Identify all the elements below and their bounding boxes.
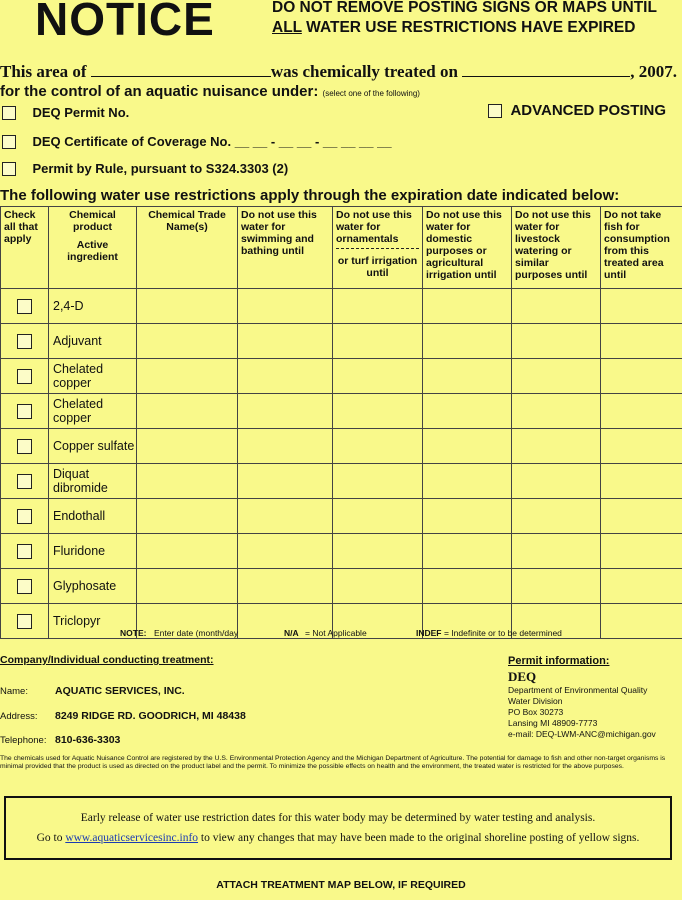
- date-cell[interactable]: [512, 499, 601, 534]
- option-advanced-posting: [488, 102, 666, 120]
- chemical-name: Chelated copper: [49, 394, 137, 429]
- date-cell[interactable]: [601, 324, 682, 359]
- deq-permit-label: DEQ Permit No.: [32, 105, 130, 120]
- col-check: Check all that apply: [1, 207, 49, 289]
- area-blank[interactable]: [91, 62, 271, 77]
- col-ornamentals: Do not use this water for ornamentals or turf irrigation until: [333, 207, 423, 289]
- warning-line-2: ALL WATER USE RESTRICTIONS HAVE EXPIRED: [272, 19, 636, 36]
- date-cell[interactable]: [423, 464, 512, 499]
- disclaimer: The chemicals used for Aquatic Nuisance Control are registered by the U.S. Environmental Protection Agency and the Michigan Department of Agriculture. The potential for damage to fish and other non-target organisms is minimal provided that the product is used as directed on the product label and the permit. To minimize the possible effects on health and the environment, the treated water is restricted for the above purposes.: [0, 755, 666, 770]
- row-checkbox[interactable]: [17, 299, 32, 314]
- attach-map-heading: ATTACH TREATMENT MAP BELOW, IF REQUIRED: [216, 879, 466, 891]
- treatment-sentence: This area of was chemically treated on , 2007.: [0, 62, 677, 81]
- date-cell[interactable]: [238, 534, 333, 569]
- permit-by-rule-checkbox[interactable]: [2, 162, 16, 176]
- permit-division: Water Division: [508, 696, 563, 706]
- date-cell[interactable]: [333, 394, 423, 429]
- company-heading: Company/Individual conducting treatment:: [0, 654, 214, 666]
- table-row: [1, 534, 682, 569]
- col-trade-name: Chemical Trade Name(s): [137, 207, 238, 289]
- date-blank[interactable]: [462, 62, 630, 77]
- warning-line-1: DO NOT REMOVE POSTING SIGNS OR MAPS UNTIL: [272, 0, 657, 16]
- date-cell[interactable]: [423, 324, 512, 359]
- row-checkbox[interactable]: [17, 334, 32, 349]
- advanced-posting-checkbox[interactable]: [488, 104, 502, 118]
- date-cell[interactable]: [333, 289, 423, 324]
- date-cell[interactable]: [137, 359, 238, 394]
- date-cell[interactable]: [601, 499, 682, 534]
- date-cell[interactable]: [512, 464, 601, 499]
- date-cell[interactable]: [423, 429, 512, 464]
- row-checkbox[interactable]: [17, 439, 32, 454]
- date-cell[interactable]: [137, 569, 238, 604]
- chemical-name: Fluridone: [49, 534, 137, 569]
- chemical-name: Copper sulfate: [49, 429, 137, 464]
- date-cell[interactable]: [238, 499, 333, 534]
- permit-po-box: PO Box 30273: [508, 707, 564, 717]
- address-label: Address:: [0, 711, 38, 722]
- company-phone: 810-636-3303: [55, 734, 121, 746]
- permit-email: e-mail: DEQ-LWM-ANC@michigan.gov: [508, 729, 656, 739]
- chemical-name: Adjuvant: [49, 324, 137, 359]
- date-cell[interactable]: [512, 429, 601, 464]
- deq-permit-checkbox[interactable]: [2, 106, 16, 120]
- date-cell[interactable]: [423, 394, 512, 429]
- table-row: [1, 464, 682, 499]
- table-row: [1, 289, 682, 324]
- deq-certificate-checkbox[interactable]: [2, 135, 16, 149]
- release-line-2: Go to www.aquaticservicesinc.info to view any changes that may have been made to the original shoreline posting of yellow signs.: [36, 832, 640, 844]
- restrictions-table: [0, 206, 682, 639]
- date-cell[interactable]: [601, 289, 682, 324]
- table-row: [1, 394, 682, 429]
- permit-info: [508, 655, 682, 740]
- col-livestock: Do not use this water for livestock watering or similar purposes until: [512, 207, 601, 289]
- removal-warning: [272, 0, 682, 38]
- notice-title: NOTICE: [35, 0, 215, 45]
- row-checkbox[interactable]: [17, 369, 32, 384]
- aquatic-services-link[interactable]: www.aquaticservicesinc.info: [65, 832, 199, 844]
- date-cell[interactable]: [601, 429, 682, 464]
- date-cell[interactable]: [137, 324, 238, 359]
- date-cell[interactable]: [238, 324, 333, 359]
- table-row: [1, 324, 682, 359]
- col-domestic: Do not use this water for domestic purposes or agricultural irrigation until: [423, 207, 512, 289]
- warning-all: ALL: [272, 19, 302, 36]
- chemical-name: Diquat dibromide: [49, 464, 137, 499]
- date-cell[interactable]: [601, 464, 682, 499]
- chemical-name: Triclopyr: [49, 604, 137, 639]
- date-cell[interactable]: [137, 464, 238, 499]
- date-cell[interactable]: [601, 569, 682, 604]
- table-row: [1, 499, 682, 534]
- option-deq-certificate: [2, 133, 392, 151]
- date-cell[interactable]: [512, 324, 601, 359]
- date-cell[interactable]: [423, 569, 512, 604]
- permit-by-rule-label: Permit by Rule, pursuant to S324.3303 (2): [32, 161, 289, 176]
- row-checkbox[interactable]: [17, 614, 32, 629]
- row-checkbox[interactable]: [17, 579, 32, 594]
- date-cell[interactable]: [238, 394, 333, 429]
- date-cell[interactable]: [423, 359, 512, 394]
- permit-city: Lansing MI 48909-7773: [508, 718, 598, 728]
- deq-certificate-label: DEQ Certificate of Coverage No. __ __ - __ __ - __ __ __ __: [32, 134, 392, 149]
- chemical-name: Glyphosate: [49, 569, 137, 604]
- control-line: for the control of an aquatic nuisance under: (select one of the following): [0, 83, 420, 100]
- date-cell[interactable]: [238, 359, 333, 394]
- date-cell[interactable]: [333, 499, 423, 534]
- advanced-posting-label: ADVANCED POSTING: [510, 102, 667, 119]
- date-cell[interactable]: [601, 534, 682, 569]
- option-deq-permit: [2, 104, 129, 122]
- name-label: Name:: [0, 686, 28, 697]
- row-checkbox[interactable]: [17, 404, 32, 419]
- col-fish: Do not take fish for consumption from this treated area until: [601, 207, 682, 289]
- date-cell[interactable]: [512, 394, 601, 429]
- date-cell[interactable]: [137, 394, 238, 429]
- date-cell[interactable]: [423, 499, 512, 534]
- early-release-box: [4, 796, 672, 860]
- deq-logo: DEQ: [508, 669, 537, 684]
- table-row: [1, 429, 682, 464]
- date-cell[interactable]: [238, 429, 333, 464]
- date-cell[interactable]: [238, 464, 333, 499]
- date-cell[interactable]: [601, 394, 682, 429]
- date-cell[interactable]: [137, 534, 238, 569]
- date-cell[interactable]: [137, 499, 238, 534]
- restrictions-heading: The following water use restrictions apply through the expiration date indicated below:: [0, 187, 620, 204]
- chemical-name: Chelated copper: [49, 359, 137, 394]
- date-cell[interactable]: [512, 569, 601, 604]
- date-cell[interactable]: [238, 569, 333, 604]
- chemical-name: 2,4-D: [49, 289, 137, 324]
- date-cell[interactable]: [423, 534, 512, 569]
- date-cell[interactable]: [137, 429, 238, 464]
- date-cell[interactable]: [333, 569, 423, 604]
- option-permit-by-rule: [2, 160, 288, 178]
- date-cell[interactable]: [601, 359, 682, 394]
- date-cell[interactable]: [512, 289, 601, 324]
- release-line-1: Early release of water use restriction dates for this water body may be determined by water testing and analysis.: [80, 812, 596, 824]
- row-checkbox[interactable]: [17, 544, 32, 559]
- date-cell[interactable]: [333, 324, 423, 359]
- table-row: [1, 359, 682, 394]
- row-checkbox[interactable]: [17, 474, 32, 489]
- date-cell[interactable]: [137, 289, 238, 324]
- table-row: [1, 569, 682, 604]
- chemical-name: Endothall: [49, 499, 137, 534]
- company-address: 8249 RIDGE RD. GOODRICH, MI 48438: [55, 710, 246, 722]
- col-chemical: Chemical product Active ingredient: [49, 207, 137, 289]
- company-name: AQUATIC SERVICES, INC.: [55, 685, 185, 697]
- permit-heading: Permit information:: [508, 655, 610, 667]
- date-cell[interactable]: [333, 534, 423, 569]
- permit-dept: Department of Environmental Quality: [508, 685, 648, 695]
- row-checkbox[interactable]: [17, 509, 32, 524]
- col-swimming: Do not use this water for swimming and bathing until: [238, 207, 333, 289]
- telephone-label: Telephone:: [0, 735, 47, 746]
- date-cell[interactable]: [333, 359, 423, 394]
- date-cell[interactable]: [512, 534, 601, 569]
- date-cell[interactable]: [333, 464, 423, 499]
- select-hint: (select one of the following): [322, 89, 420, 98]
- date-cell[interactable]: [423, 289, 512, 324]
- date-cell[interactable]: [238, 289, 333, 324]
- date-cell[interactable]: [333, 429, 423, 464]
- date-cell[interactable]: [512, 359, 601, 394]
- date-cell[interactable]: [601, 604, 682, 639]
